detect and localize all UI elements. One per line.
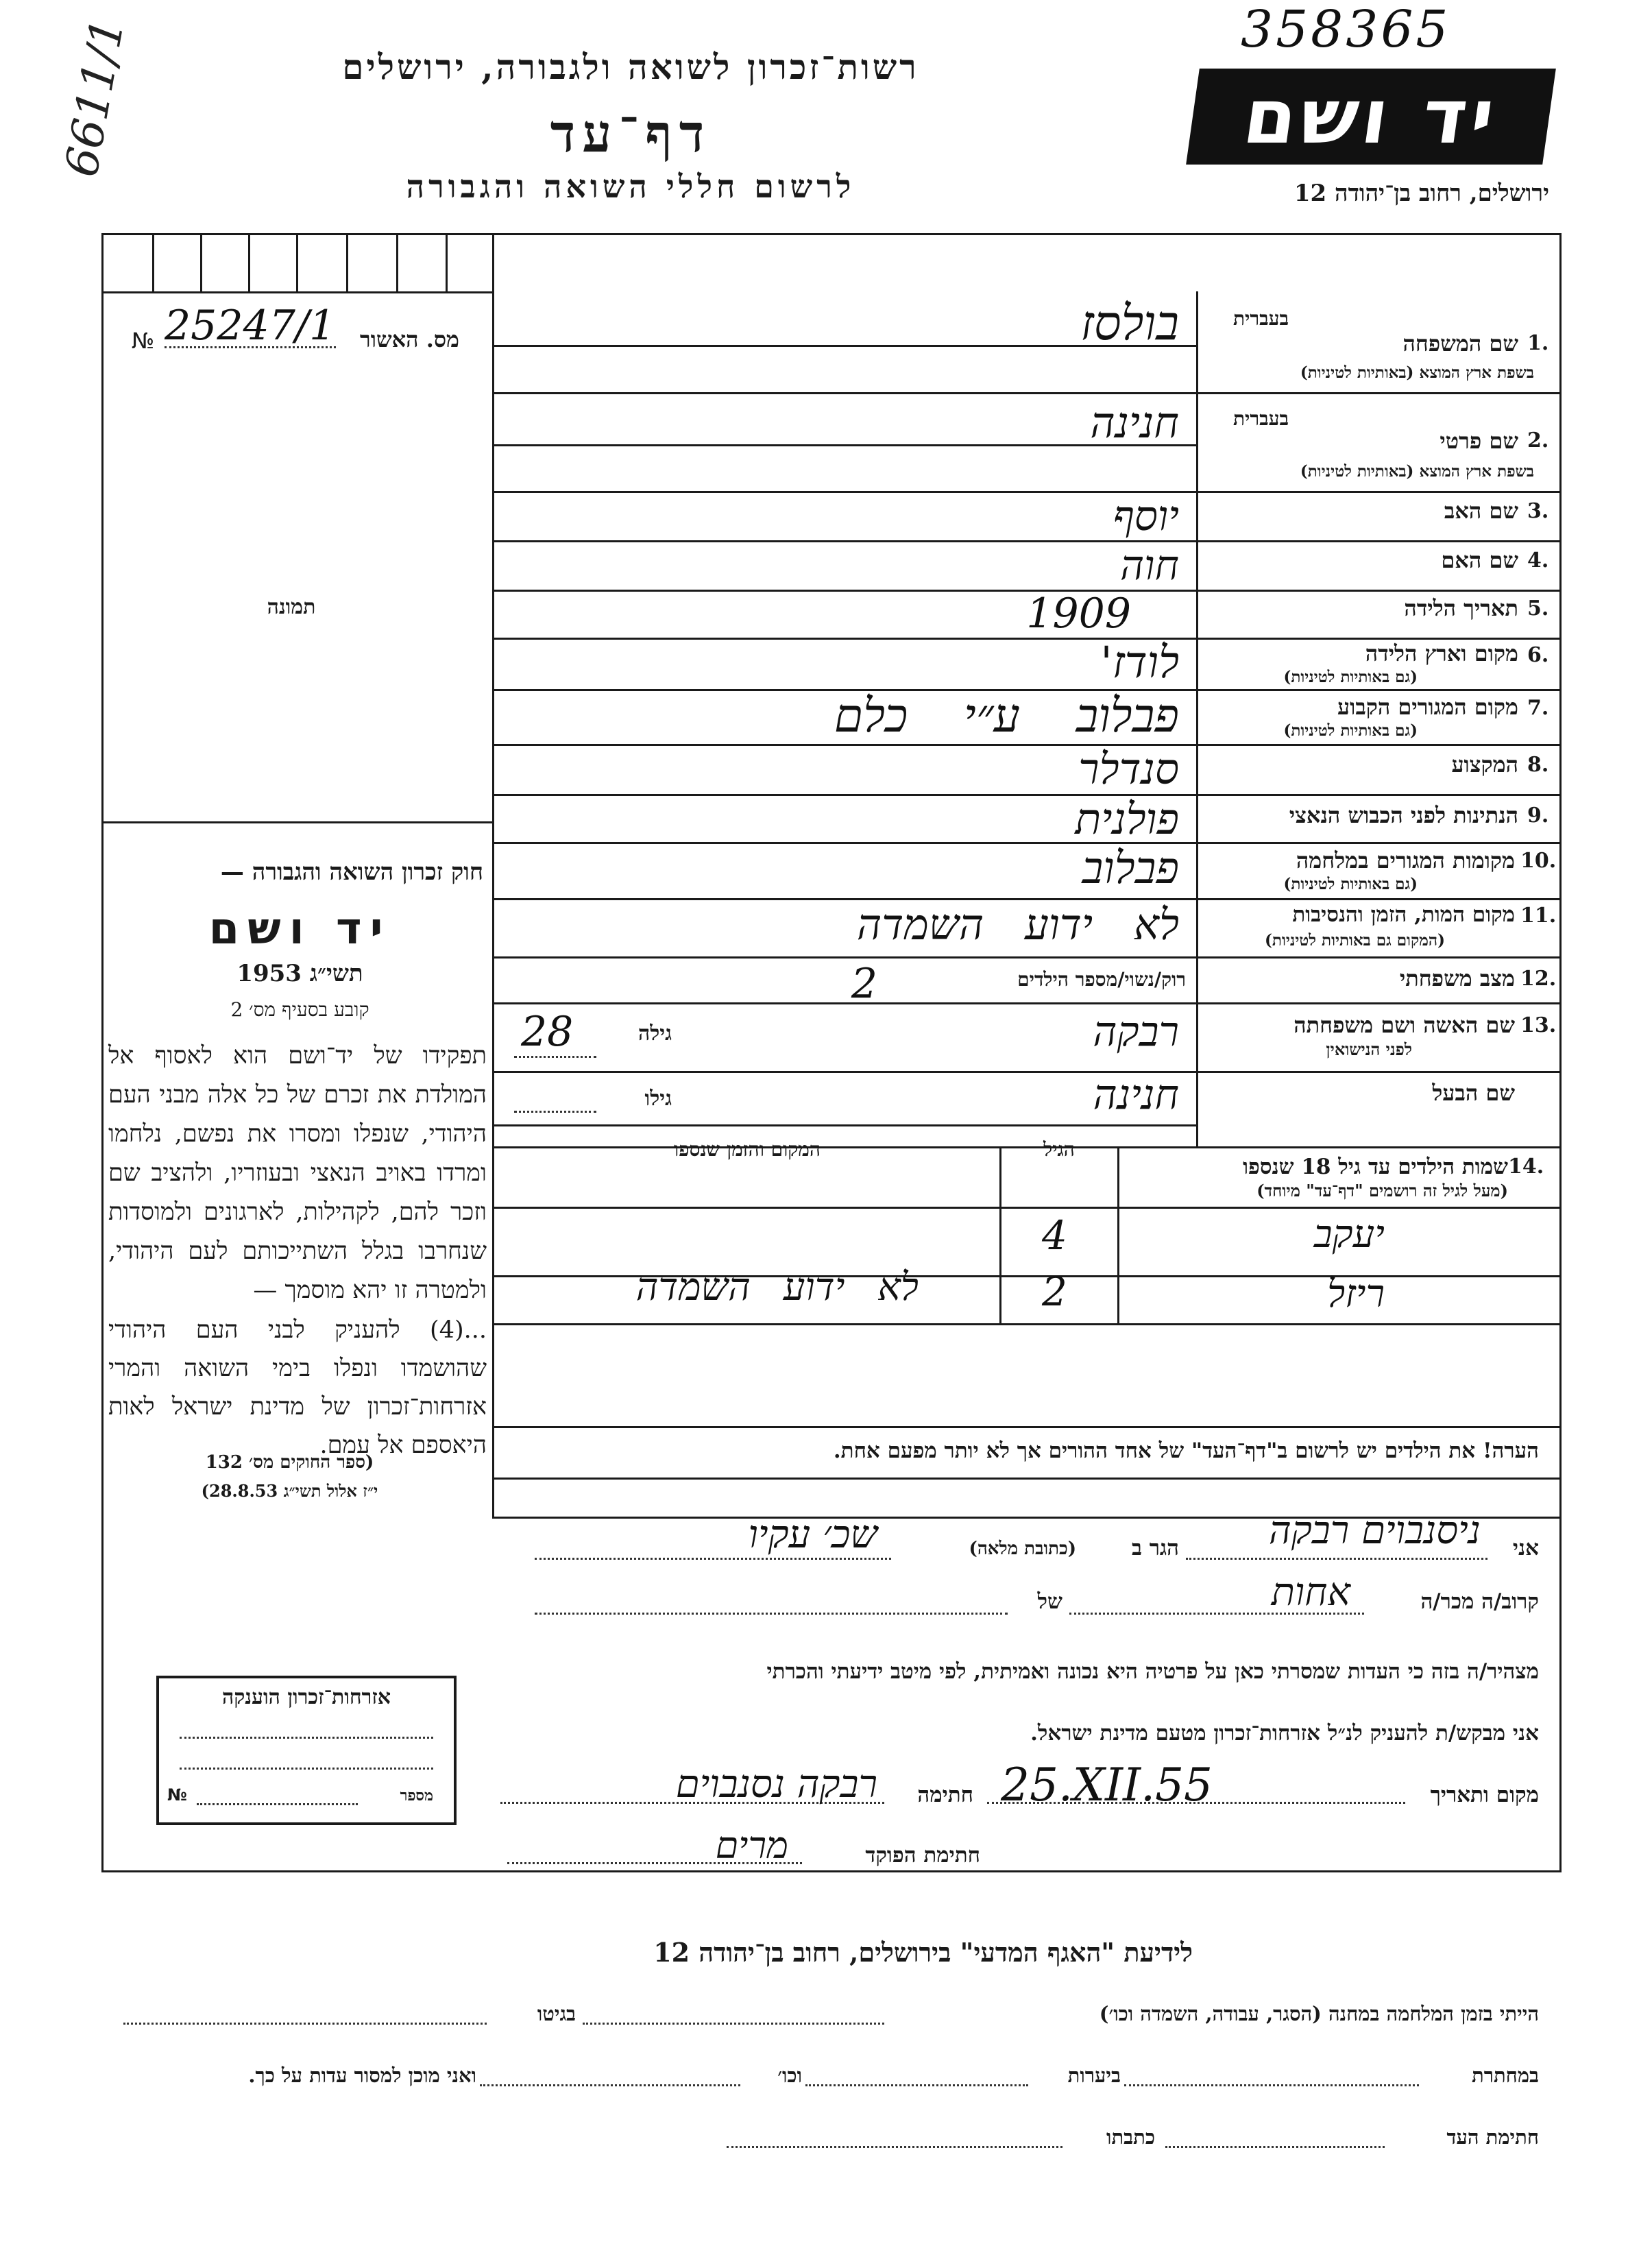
declaration-ani: אני [1512, 1536, 1539, 1560]
approval-no-mark: № [132, 328, 155, 354]
authority-title: רשות־זכרון לשואה ולגבורה, ירושלים [342, 47, 919, 87]
signature-label: חתימה [917, 1783, 973, 1807]
field-13-sub: לפני הנישואין [1326, 1039, 1412, 1059]
margin-scribble: 6611/1 [55, 14, 135, 181]
law-text-2: ...(4) להעניק לבני העם היהודי שהושמדו ונפלו בימי השואה והמרי אזרחות־זכרון של מדינת ישראל לאות היאספם אל עמם. [108, 1316, 487, 1459]
witness-line2-a: במחתרת [1472, 2064, 1539, 2087]
field-4-value: חוה [1119, 542, 1179, 590]
field-10-sub: (גם באותיות לטיניות) [1283, 875, 1418, 893]
children-number: 14. [1508, 1155, 1544, 1179]
field-10-value: פבלוב [1082, 843, 1179, 894]
field-8-number: 8. [1527, 753, 1549, 777]
field-1-value: בולסז [1080, 295, 1179, 351]
law-name: יד ושם [208, 904, 391, 954]
citizenship-number-label: מספר [400, 1787, 433, 1805]
children-label: (מעל לגיל זה רושמים "דף־עד" מיוחד) [1256, 1181, 1508, 1201]
declaration-address-label: (כתובת מלאה) [969, 1539, 1076, 1559]
document-title: דף־עד [550, 103, 712, 164]
field-12-number: 12. [1520, 967, 1557, 991]
stamp-number: 358365 [1241, 0, 1451, 59]
field-10-label: מקומות המגורים במלחמה [1296, 847, 1515, 873]
field-2-sub: בשפת ארץ המוצא (באותיות לטיניות) [1300, 462, 1534, 481]
field-6-sub: (גם באותיות לטיניות) [1283, 668, 1418, 686]
citizenship-title: אזרחות־זכרון הוענקה [221, 1685, 391, 1709]
field-3-label: שם האב [1444, 498, 1518, 524]
witness-line2-c: וכו׳ [777, 2064, 802, 2087]
law-clause: קובע בסעיף מס׳ 2 [230, 998, 369, 1021]
field-13-value: רבקה [1093, 1008, 1179, 1056]
field-8-value: סנדלר [1078, 744, 1179, 794]
field-9-label: הנתינות לפני הכבוש הנאצי [1289, 802, 1518, 828]
field-4-number: 4. [1527, 548, 1549, 572]
declarant-name: ניסנבוים רבקה [1269, 1508, 1481, 1553]
field-11-number: 11. [1520, 904, 1557, 928]
child-1-name: יעקב [1313, 1212, 1385, 1257]
husband-value: חנינה [1093, 1071, 1179, 1119]
field-4-label: שם האם [1441, 547, 1518, 573]
field-1-hebrew-marker: בעברית [1232, 307, 1289, 330]
declaration-request: אני מבקש/ת להעניק לנ״ל אזרחות־זכרון מטעם מדינת ישראל. [1030, 1721, 1539, 1746]
children-title: שמות הילדים עד גיל 18 שנספו [1243, 1155, 1508, 1179]
law-year: תשי״ג 1953 [236, 960, 363, 987]
witness-line3-a: חתימת העד [1446, 2125, 1539, 2149]
field-12-label: מצב משפחתי [1399, 965, 1515, 991]
field-10-number: 10. [1520, 849, 1557, 873]
field-1-number: 1. [1527, 331, 1549, 355]
field-6-label: מקום וארץ הלידה [1365, 640, 1518, 666]
photo-label: תמונה [267, 595, 316, 619]
field-7-sub: (גם באותיות לטיניות) [1283, 721, 1418, 740]
field-9-number: 9. [1527, 804, 1549, 828]
relation-label: קרוב/ה מכר/ה [1420, 1589, 1539, 1614]
wife-age-value: 28 [521, 1008, 574, 1056]
officer-signature: מרים [715, 1824, 788, 1867]
children-age-header: הגיל [1043, 1138, 1075, 1161]
field-11-value: לא ידוע השמדה [856, 900, 1179, 950]
field-2-value: חנינה [1090, 398, 1179, 448]
field-13-label: שם האשה ושם משפחתה [1293, 1012, 1515, 1038]
child-2-age: 2 [1042, 1268, 1067, 1315]
husband-age-label: גילו [644, 1087, 672, 1111]
law-title: חוק זכרון השואה והגבורה — [220, 858, 483, 886]
field-6-value: לודז' [1100, 638, 1179, 688]
field-3-value: יוסף [1113, 492, 1179, 540]
officer-label: חתימת הפוקד [865, 1843, 980, 1868]
wife-age-label: גילה [637, 1022, 672, 1046]
field-11-sub: (המקום גם באותיות לטיניות) [1265, 931, 1445, 950]
declaration-statement: מצהיר/ה בזה כי העדות שמסרתי כאן על פרטיה היא נכונה ואמיתית, לפי מיטב ידיעתי והכרתי [766, 1659, 1539, 1684]
witness-line2-d: ואני מוכן למסור עדות על כך. [248, 2064, 476, 2087]
place-date-label: מקום ותאריך [1430, 1783, 1539, 1807]
field-7-label: מקום המגורים הקבוע [1337, 694, 1518, 720]
field-2-hebrew-marker: בעברית [1232, 407, 1289, 430]
field-1-sub: בשפת ארץ המוצא (באותיות לטיניות) [1300, 363, 1534, 382]
relation-value: אחות [1271, 1570, 1350, 1615]
husband-label: שם הבעל [1432, 1080, 1515, 1106]
witness-line1-b: בגיטו [537, 2002, 576, 2025]
field-2-label: שם פרטי [1440, 428, 1518, 454]
field-7-value: פבלוב ע״י כלם [834, 689, 1179, 743]
signature-value: רבקה נסנבוים [675, 1762, 877, 1807]
children-place-header: המקום והזמן שנספו [674, 1138, 821, 1161]
field-5-value: 1909 [1026, 590, 1131, 638]
field-13-number: 13. [1520, 1013, 1557, 1037]
witness-title: לידיעת "האגף המדעי" בירושלים, רחוב בן־יהודה 12 [653, 1937, 1193, 1968]
witness-line2-b: ביערות [1067, 2064, 1121, 2087]
child-2-place: לא ידוע השמדה [635, 1265, 919, 1310]
field-1-label: שם המשפחה [1402, 330, 1518, 357]
field-5-label: תאריך הלידה [1404, 595, 1518, 621]
declarant-address: שכ׳ עקיו [748, 1512, 877, 1557]
field-12-extra: רוק/נשוי/מספר הילדים [1017, 968, 1186, 991]
yad-vashem-logo [1186, 69, 1556, 165]
approval-label: מס. האשור [360, 326, 459, 352]
field-7-number: 7. [1527, 696, 1549, 720]
relation-of: של [1037, 1589, 1062, 1614]
child-2-name: ריזל [1327, 1272, 1385, 1316]
field-3-number: 3. [1527, 499, 1549, 523]
field-12-value: 2 [851, 960, 877, 1008]
logo-text: יד ושם [1238, 73, 1504, 160]
document-subtitle: לרשום חללי השואה והגבורה [406, 168, 855, 205]
note-text: הערה! את הילדים יש לרשום ב"דף־העד" של אחד ההורים אך לא יותר מפעם אחת. [833, 1438, 1539, 1463]
field-8-label: המקצוע [1451, 751, 1518, 777]
field-9-value: פולנית [1075, 794, 1179, 844]
declaration-resides: הגר ב [1131, 1536, 1179, 1560]
address: ירושלים, רחוב בן־יהודה 12 [1293, 180, 1549, 207]
law-source: (ספר החוקים מס׳ 132 [205, 1452, 374, 1473]
field-2-number: 2. [1527, 429, 1549, 453]
citizenship-no-mark: № [167, 1785, 187, 1805]
field-11-label: מקום המות, הזמן והנסיבות [1292, 902, 1515, 927]
field-5-number: 5. [1527, 596, 1549, 620]
child-1-age: 4 [1042, 1212, 1067, 1259]
citizenship-box [156, 1676, 457, 1825]
field-6-number: 6. [1527, 643, 1549, 667]
witness-line3-b: כתבתו [1106, 2125, 1155, 2149]
approval-number: 25247/1 [165, 302, 336, 350]
witness-line1-a: הייתי בזמן המלחמה במחנה (הסגר, עבודה, השמדה וכו׳) [1099, 2002, 1539, 2025]
law-text: תפקידו של יד־ושם הוא לאסוף אל המולדת את זכרם של כל אלה מבני העם היהודי, שנפלו ומסרו את נפשם, נלחמו ומרדו באויב הנאצי ובעוזריו, ולהציב שם וזכר להם, לקהילות, לארגונים ולמוסדות שנחרבו בגלל השתייכותם לעם היהודי, ולמטרה זו יהא מוסמך — [108, 1042, 487, 1304]
law-date: י״ז אלול תשי״ג 28.8.53) [201, 1481, 378, 1501]
place-date-value: 25.XII.55 [1001, 1759, 1213, 1811]
